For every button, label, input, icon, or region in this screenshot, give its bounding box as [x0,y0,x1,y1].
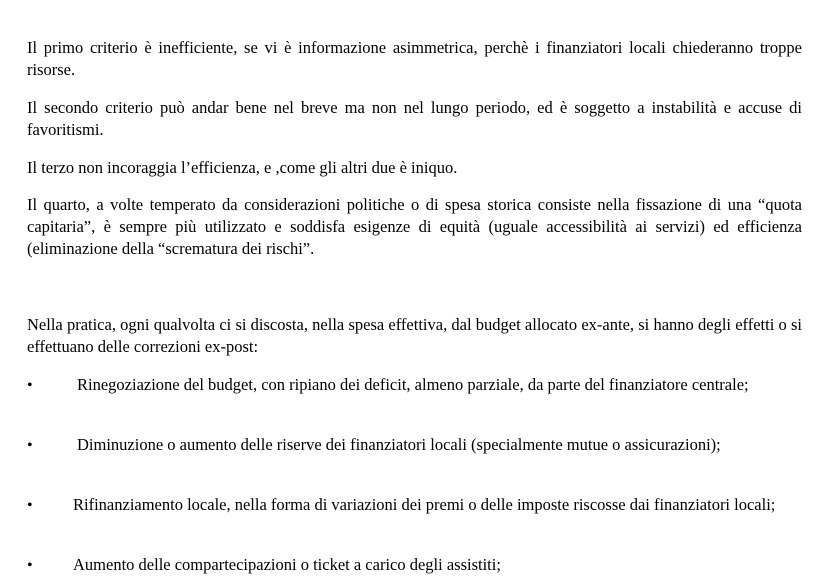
list-item [27,494,802,517]
paragraph-first-criterion: Il primo criterio è inefficiente, se vi è informazione asimmetrica, perchè i finanziatori locali chiederanno troppe risorse. [27,38,802,79]
bullet-icon: • [27,497,33,514]
list-item [27,554,802,577]
list-item-text: Diminuzione o aumento delle riserve dei finanziatori locali (specialmente mutue o assicurazioni); [77,435,721,454]
bullet-icon: • [27,557,33,574]
list-item [27,434,802,457]
paragraph-in-practice: Nella pratica, ogni qualvolta ci si discosta, nella spesa effettiva, dal budget allocato ex-ante, si hanno degli effetti o si effettuano delle correzioni ex-post: [27,315,802,356]
list-item [27,374,802,397]
bullet-icon: • [27,437,33,454]
list-item-text: Rinegoziazione del budget, con ripiano dei deficit, almeno parziale, da parte del finanziatore centrale; [77,375,749,394]
paragraph-fourth-criterion: Il quarto, a volte temperato da considerazioni politiche o di spesa storica consiste nella fissazione di una “quota capitaria”, è sempre più utilizzato e soddisfa esigenze di equità (uguale accessibilità ai servizi) ed efficienza (eliminazione della “scrematura dei rischi”. [27,195,802,258]
bullet-icon: • [27,377,33,394]
paragraph-third-criterion: Il terzo non incoraggia l’efficienza, e ,come gli altri due è iniquo. [27,158,458,177]
list-item-text: Aumento delle compartecipazioni o ticket a carico degli assistiti; [73,555,501,574]
list-item-text: Rifinanziamento locale, nella forma di variazioni dei premi o delle imposte riscosse dai finanziatori locali; [73,495,776,514]
paragraph-second-criterion: Il secondo criterio può andar bene nel breve ma non nel lungo periodo, ed è soggetto a instabilità e accuse di favoritismi. [27,98,802,139]
